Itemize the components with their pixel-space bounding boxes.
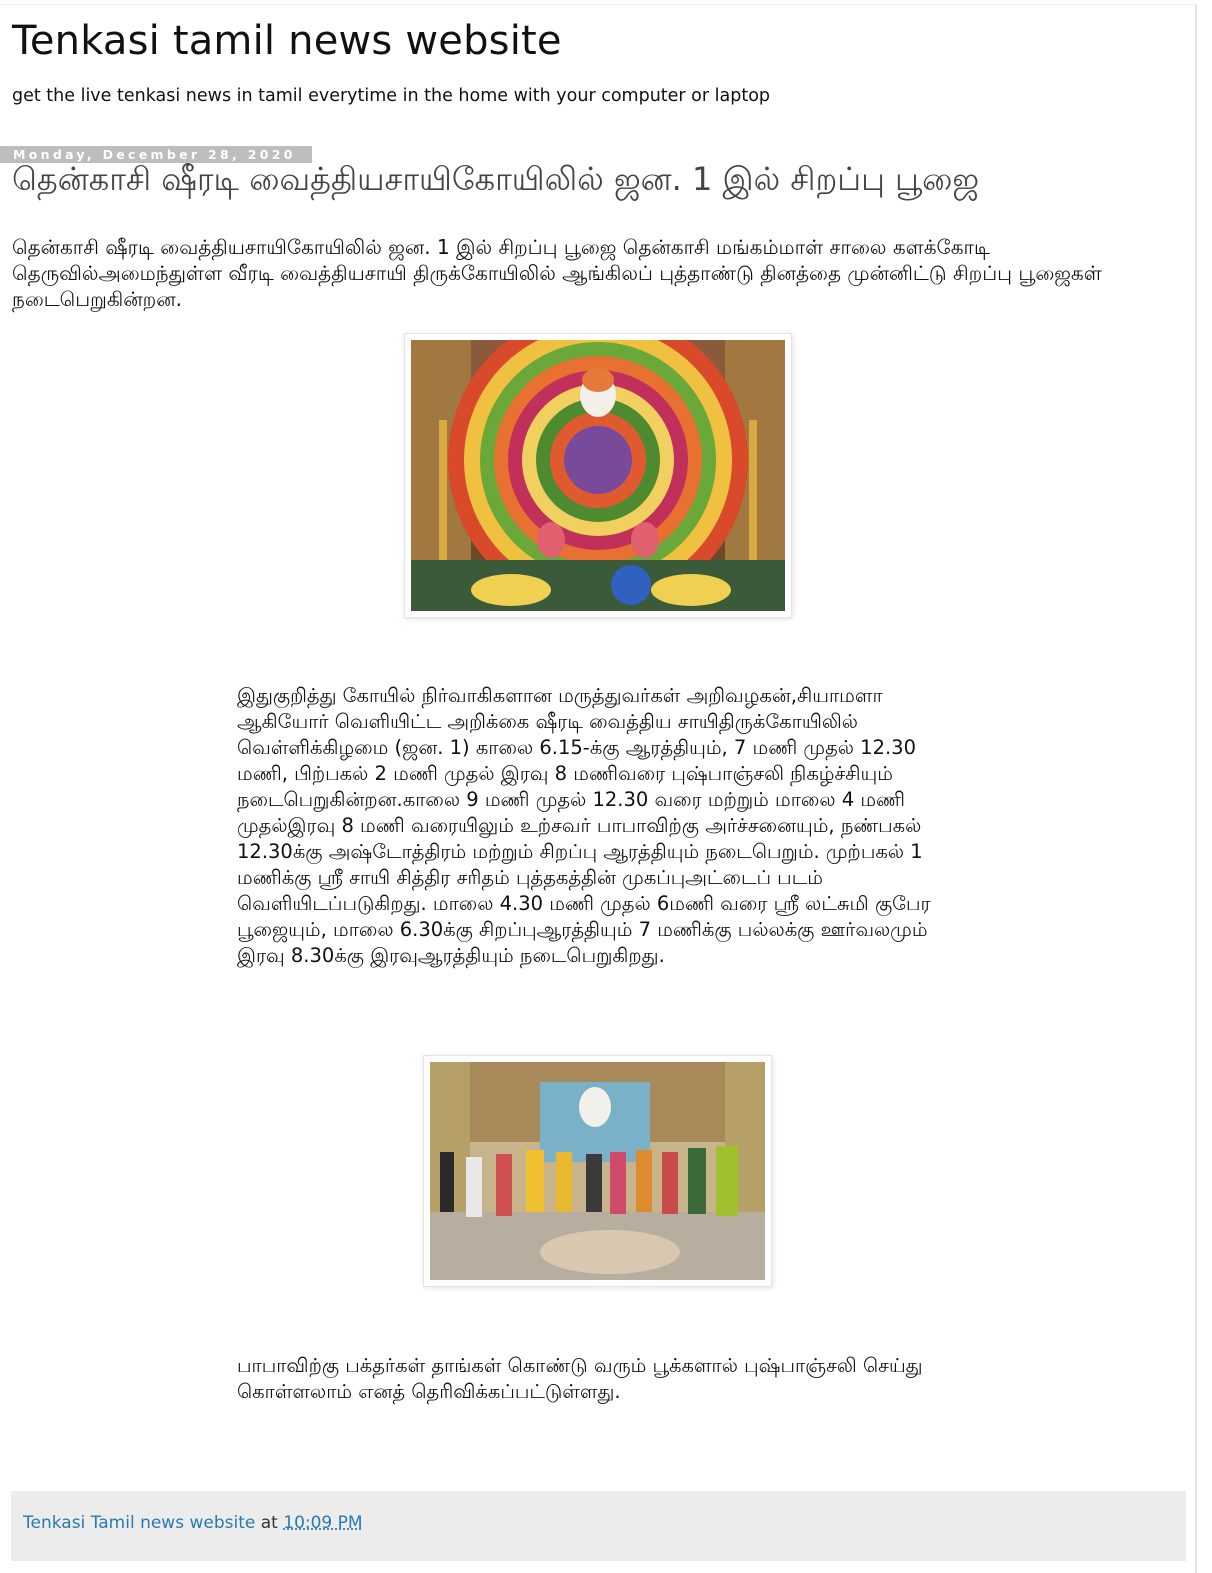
- post-timestamp-link[interactable]: 10:09 PM: [283, 1513, 363, 1533]
- post-body: இதுகுறித்து கோயில் நிர்வாகிகளான மருத்துவர்கள் அறிவழகன்,சியாமளா ஆகியோர் வெளியிட்ட அறிக்கை ஷீரடி வைத்திய சாயிதிருக்கோயிலில் வெள்ளிக்கிழமை (ஜன. 1) காலை 6.15-க்கு ஆரத்தியும், 7 மணி முதல் 12.30 மணி, பிற்பகல் 2 மணி முதல் இரவு 8 மணிவரை புஷ்பாஞ்சலி நிகழ்ச்சியும் நடைபெறுகின்றன.காலை 9 மணி முதல் 12.30 வரை மற்றும் மாலை 4 மணி முதல்இரவு 8 மணி வரையிலும் உற்சவர் பாபாவிற்கு அர்ச்சனையும், நண்பகல் 12.30க்கு அஷ்டோத்திரம் மற்றும் சிறப்பு ஆரத்தியும் நடைபெறும். முற்பகல் 1 மணிக்கு ஸ்ரீ சாயி சித்திர சரிதம் புத்தகத்தின் முகப்புஅட்டைப் படம் வெளியிடப்படுகிறது. மாலை 4.30 மணி முதல் 6மணி வரை ஸ்ரீ லட்சுமி குபேர பூஜையும், மாலை 6.30க்கு சிறப்புஆரத்தியும் 7 மணிக்கு பல்லக்கு ஊர்வலமும் இரவு 8.30க்கு இரவுஆரத்தியும் நடைபெறுகிறது.: [237, 684, 931, 967]
- blog-description: get the live tenkasi news in tamil everytime in the home with your computer or laptop: [12, 86, 771, 106]
- temple-fruit-decoration-photo: [411, 340, 785, 611]
- footer-at-label: at: [260, 1513, 278, 1533]
- author-link[interactable]: Tenkasi Tamil news website: [23, 1513, 256, 1533]
- blog-title[interactable]: Tenkasi tamil news website: [12, 18, 562, 64]
- group-photo-link[interactable]: [423, 1055, 772, 1287]
- post-footer: [11, 1491, 1186, 1561]
- post-closing: பாபாவிற்கு பக்தர்கள் தாங்கள் கொண்டு வரும் பூக்களால் புஷ்பாஞ்சலி செய்து கொள்ளலாம் எனத் தெரிவிக்கப்பட்டுள்ளது.: [237, 1354, 923, 1403]
- date-header: Monday, December 28, 2020: [0, 146, 312, 163]
- post-title: தென்காசி ஷீரடி வைத்தியசாயிகோயிலில் ஜன. 1 இல் சிறப்பு பூஜை: [12, 160, 980, 198]
- post-intro: தென்காசி ஷீரடி வைத்தியசாயிகோயிலில் ஜன. 1 இல் சிறப்பு பூஜை தென்காசி மங்கம்மாள் சாலை களக்கோடி தெருவில்அமைந்துள்ள வீரடி வைத்தியசாயி திருக்கோயிலில் ஆங்கிலப் புத்தாண்டு தினத்தை முன்னிட்டு சிறப்பு பூஜைகள் நடைபெறுகின்றன.: [12, 235, 1102, 311]
- temple-photo-link[interactable]: [404, 333, 792, 618]
- devotees-group-photo: [430, 1062, 765, 1280]
